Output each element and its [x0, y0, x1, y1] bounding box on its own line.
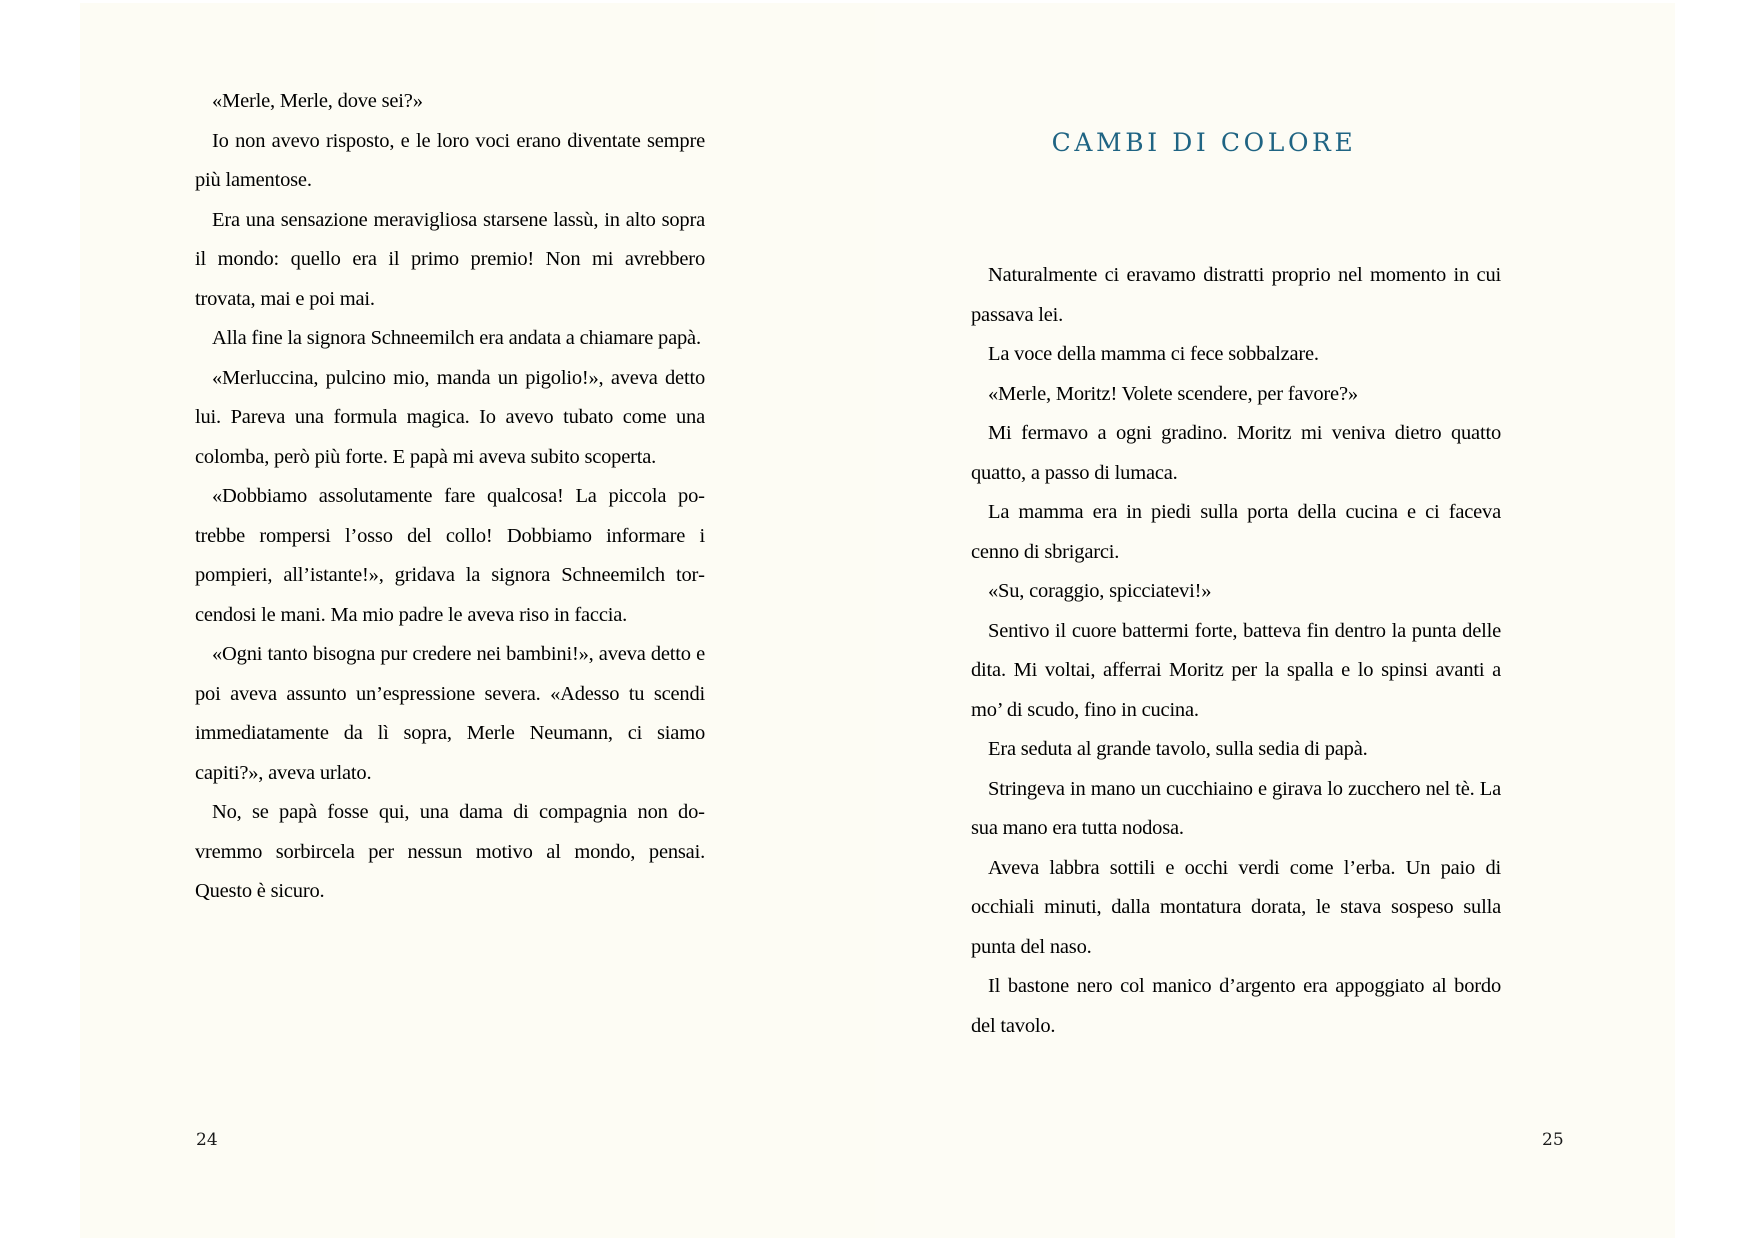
- paragraph: Aveva labbra sottili e occhi verdi come l’erba. Un paio di occhiali minuti, dalla montatura dorata, le stava sospeso sulla punta del naso.: [971, 856, 1501, 958]
- paragraph: No, se papà fosse qui, una dama di compagnia non dovremmo sorbircela per nessun motivo al mondo, pensai. Questo è sicuro.: [195, 801, 705, 902]
- paragraph: La voce della mamma ci fece sobbalzare.: [988, 343, 1319, 365]
- right-page-text: [971, 256, 1501, 1046]
- paragraph: Stringeva in mano un cucchiaino e girava lo zucchero nel tè. La sua mano era tutta nodosa.: [971, 777, 1501, 839]
- paragraph: Era seduta al grande tavolo, sulla sedia di papà.: [988, 738, 1368, 760]
- paragraph: «Ogni tanto bisogna pur credere nei bambini!», aveva detto e poi aveva assunto un’espressione severa. «Adesso tu scendi immediatamente da lì sopra, Merle Neumann, ci siamo capiti?», aveva urlato.: [195, 643, 705, 784]
- paragraph: Il bastone nero col manico d’argento era appoggiato al bordo del tavolo.: [971, 975, 1501, 1037]
- left-page-text: [195, 82, 705, 912]
- paragraph: «Dobbiamo assolutamente fare qualcosa! La piccola potrebbe rompersi l’osso del collo! Dobbiamo informare i pompieri, all’istante!», gridava la signora Schneemilch torcendosi le mani. Ma mio padre le aveva riso in faccia.: [195, 485, 705, 626]
- page-number-left: 24: [196, 1130, 218, 1150]
- chapter-title: CAMBI DI COLORE: [1051, 128, 1357, 157]
- paragraph: Sentivo il cuore battermi forte, batteva fin dentro la punta delle dita. Mi voltai, afferrai Moritz per la spalla e lo spinsi avanti a mo’ di scudo, fino in cucina.: [971, 619, 1501, 721]
- paragraph: Alla fine la signora Schneemilch era andata a chiamare papà.: [212, 327, 701, 349]
- paragraph: Naturalmente ci eravamo distratti proprio nel momento in cui passava lei.: [971, 264, 1501, 326]
- paragraph: Io non avevo risposto, e le loro voci erano diventate sempre più lamentose.: [195, 129, 705, 191]
- paragraph: «Merle, Merle, dove sei?»: [212, 90, 423, 112]
- paragraph: «Merle, Moritz! Volete scendere, per favore?»: [988, 382, 1358, 405]
- paragraph: La mamma era in piedi sulla porta della cucina e ci faceva cenno di sbrigarci.: [971, 501, 1501, 563]
- paragraph: «Merluccina, pulcino mio, manda un pigolio!», aveva detto lui. Pareva una formula magica. Io avevo tubato come una colomba, però più forte. E papà mi aveva subito scoperta.: [195, 366, 705, 468]
- paragraph: Era una sensazione meravigliosa starsene lassù, in alto sopra il mondo: quello era il primo premio! Non mi avrebbero trovata, mai e poi mai.: [195, 208, 705, 310]
- paragraph: «Su, coraggio, spicciatevi!»: [988, 580, 1212, 602]
- page-number-right: 25: [1542, 1130, 1564, 1150]
- paragraph: Mi fermavo a ogni gradino. Moritz mi veniva dietro quatto quatto, a passo di lumaca.: [971, 422, 1501, 484]
